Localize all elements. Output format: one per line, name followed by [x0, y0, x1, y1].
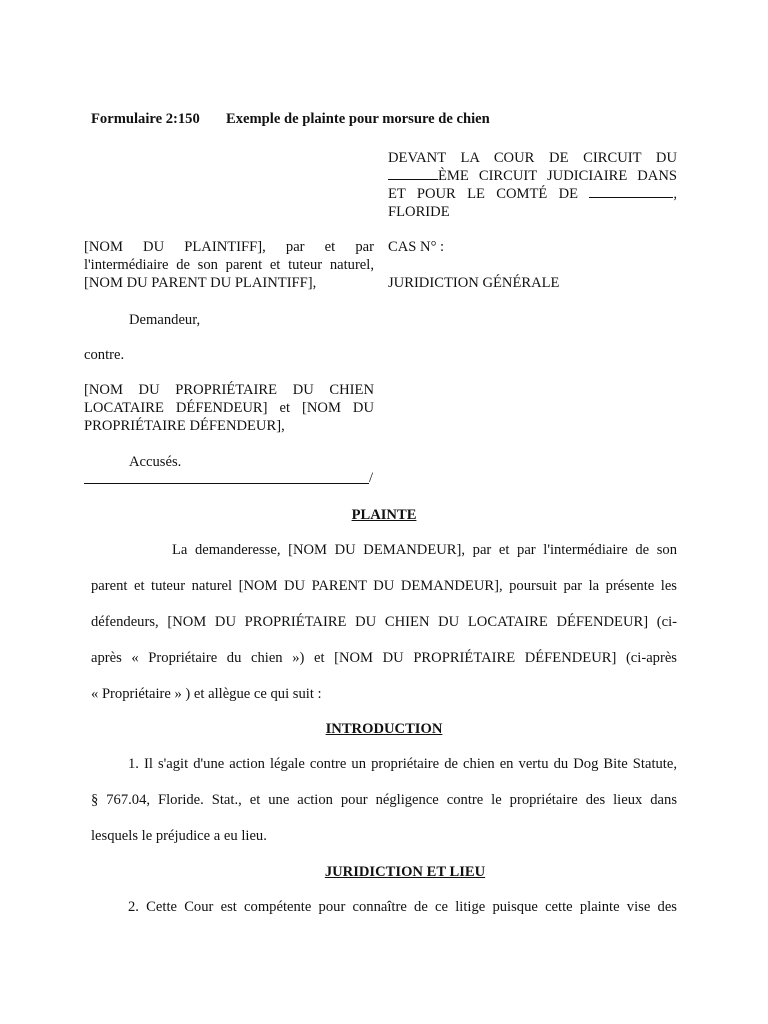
jurisdiction-venue-heading: JURIDICTION ET LIEU — [324, 864, 486, 880]
form-title: Exemple de plainte pour morsure de chien — [226, 111, 490, 127]
defendants-line-1: [NOM DU PROPRIÉTAIRE DU CHIEN — [84, 382, 374, 398]
caption-slash: / — [369, 470, 374, 486]
complaint-heading: PLAINTE — [351, 507, 417, 523]
court-block — [388, 149, 677, 221]
court-line-1: DEVANT LA COUR DE CIRCUIT DU — [388, 150, 677, 166]
complaint-line-5: « Propriétaire » ) et allègue ce qui suit : — [91, 686, 322, 702]
plaintiff-line-2: l'intermédiaire de son parent et tuteur naturel, — [84, 257, 374, 273]
complaint-line-3: défendeurs, [NOM DU PROPRIÉTAIRE DU CHIEN DU LOCATAIRE DÉFENDEUR] (ci- — [91, 614, 677, 630]
court-line-2-text: ÈME CIRCUIT JUDICIAIRE DANS — [438, 168, 677, 184]
defendants-role: Accusés. — [129, 454, 182, 470]
court-line-4: FLORIDE — [388, 204, 450, 220]
introduction-heading: INTRODUCTION — [325, 721, 443, 737]
court-line-3 — [388, 185, 677, 203]
plaintiff-line-3: [NOM DU PARENT DU PLAINTIFF], — [84, 275, 317, 291]
introduction-paragraph — [91, 746, 677, 854]
county-comma: , — [673, 186, 677, 202]
jurisdiction-label: JURIDICTION GÉNÉRALE — [388, 275, 560, 291]
complaint-line-4: après « Propriétaire du chien ») et [NOM DU PROPRIÉTAIRE DÉFENDEUR] (ci-après — [91, 650, 677, 666]
form-number: Formulaire 2:150 — [91, 111, 200, 127]
complaint-paragraph — [91, 532, 677, 712]
plaintiff-role: Demandeur, — [129, 312, 201, 328]
versus-label: contre. — [84, 347, 125, 363]
defendants-block — [84, 381, 374, 435]
jurisdiction-paragraph — [91, 889, 677, 925]
county-blank — [589, 185, 673, 198]
plaintiff-block — [84, 238, 374, 292]
introduction-line-2: § 767.04, Floride. Stat., et une action pour négligence contre le propriétaire des lieux dans — [91, 792, 677, 808]
circuit-number-blank — [388, 167, 438, 180]
complaint-line-1: La demanderesse, [NOM DU DEMANDEUR], par et par l'intermédiaire de son — [172, 542, 677, 558]
caption-signature-line — [84, 470, 369, 484]
complaint-line-2: parent et tuteur naturel [NOM DU PARENT DU DEMANDEUR], poursuit par la présente les — [91, 578, 677, 594]
plaintiff-line-1: [NOM DU PLAINTIFF], par et par — [84, 239, 374, 255]
introduction-line-3: lesquels le préjudice a eu lieu. — [91, 828, 267, 844]
introduction-line-1: 1. Il s'agit d'une action légale contre un propriétaire de chien en vertu du Dog Bite Statute, — [128, 756, 677, 772]
defendants-line-3: PROPRIÉTAIRE DÉFENDEUR], — [84, 418, 285, 434]
defendants-line-2: LOCATAIRE DÉFENDEUR] et [NOM DU — [84, 400, 374, 416]
court-line-2 — [388, 167, 677, 185]
jurisdiction-line-1: 2. Cette Cour est compétente pour connaître de ce litige puisque cette plainte vise des — [128, 899, 677, 915]
case-number-label: CAS N° : — [388, 239, 445, 255]
county-label: ET POUR LE COMTÉ DE — [388, 186, 579, 202]
